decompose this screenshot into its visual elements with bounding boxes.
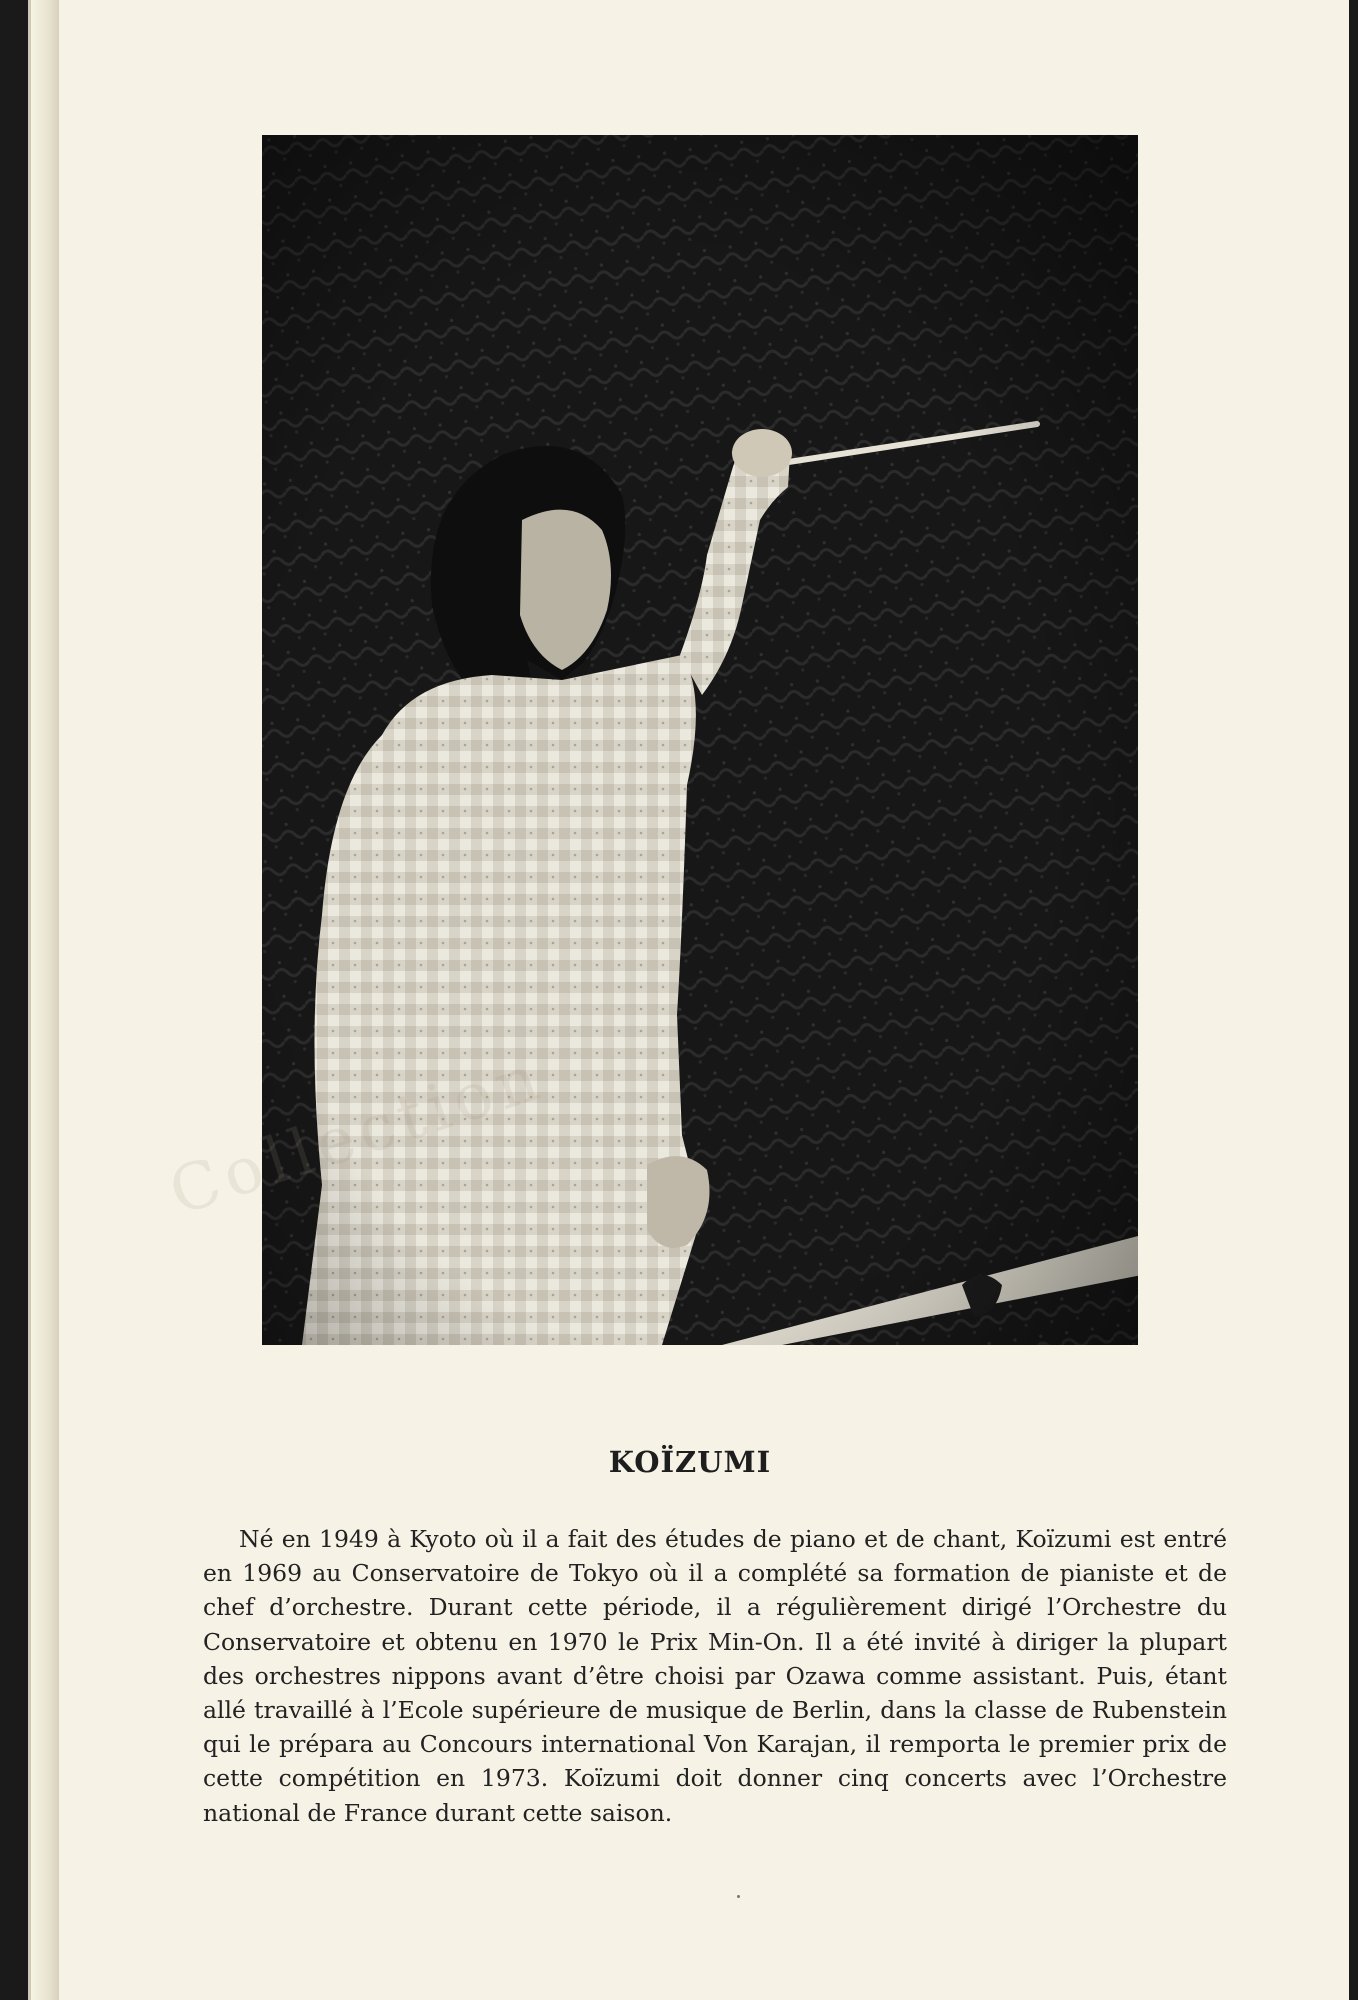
collection-watermark: Collection — [161, 1040, 553, 1231]
page-title: KOÏZUMI — [608, 1445, 772, 1479]
biography-text: Né en 1949 à Kyoto où il a fait des études de piano et de chant, Koïzumi est entré en 1969 au Conservatoire de Tokyo où il a complété sa formation de pianiste et de chef d’orchestre. Durant cette période, il a régulièrement dirigé l’Orchestre du Conservatoire et obtenu en 1970 le Prix Min-On. Il a été invité à diriger la plupart des orchestres nippons avant d’être choisi par Ozawa comme assistant. Puis, étant allé travaillé à l’Ecole supérieure de musique de Berlin, dans la classe de Rubenstein qui le prépara au Concours international Von Karajan, il remporta le premier prix de cette compétition en 1973. Koïzumi doit donner cinq concerts avec l’Orchestre national de France durant cette saison. — [203, 1525, 1227, 1827]
page-mark — [737, 1895, 740, 1898]
conductor-photo — [262, 135, 1138, 1345]
biography-paragraph — [203, 1522, 1227, 1830]
page-binding-edge — [31, 0, 59, 2000]
program-page — [28, 0, 1349, 2000]
